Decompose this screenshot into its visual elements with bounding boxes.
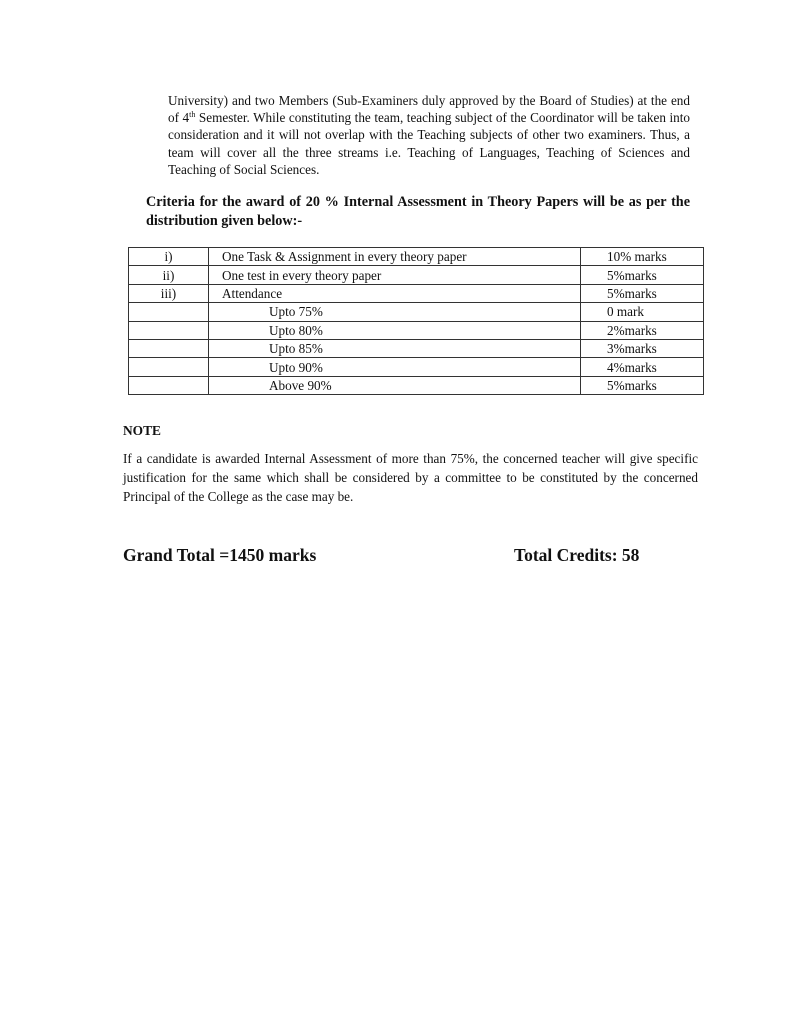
intro-superscript: th (189, 110, 196, 120)
note-text: If a candidate is awarded Internal Assessment of more than 75%, the concerned teacher will give specific justification for the same which shall be considered by a committee to be constituted by the concerned Principal of the College as the case may be. (123, 451, 698, 504)
grand-total: Grand Total =1450 marks (123, 545, 317, 565)
row-item: Upto 75% (209, 303, 581, 321)
table-row (129, 266, 704, 284)
row-item: Upto 80% (209, 321, 581, 339)
row-item: Upto 85% (209, 339, 581, 357)
criteria-heading: Criteria for the award of 20 % Internal Assessment in Theory Papers will be as per the distribution given below:- (146, 194, 690, 229)
intro-paragraph (168, 92, 690, 178)
row-item: Attendance (209, 284, 581, 302)
row-number: ii) (129, 266, 209, 284)
table-row (129, 339, 704, 357)
table-row (129, 358, 704, 376)
row-number: i) (129, 248, 209, 266)
row-marks: 3%marks (581, 339, 704, 357)
row-item: Above 90% (209, 376, 581, 394)
row-item: Upto 90% (209, 358, 581, 376)
note-heading: NOTE (123, 423, 161, 438)
table-row (129, 321, 704, 339)
row-marks: 5%marks (581, 284, 704, 302)
row-number (129, 339, 209, 357)
table-row (129, 376, 704, 394)
intro-text-part1: University) and two Members (Sub-Examiners duly approved by the Board of Studies) at the end of 4 (168, 93, 690, 126)
row-number: iii) (129, 284, 209, 302)
row-marks: 10% marks (581, 248, 704, 266)
row-item: One Task & Assignment in every theory paper (209, 248, 581, 266)
assessment-distribution-table (128, 247, 704, 395)
row-number (129, 321, 209, 339)
row-marks: 0 mark (581, 303, 704, 321)
row-number (129, 303, 209, 321)
row-marks: 4%marks (581, 358, 704, 376)
intro-text-part2: Semester. While constituting the team, teaching subject of the Coordinator will be taken into consideration and it will not overlap with the Teaching subjects of other two examiners. Thus, a team will cover all the three streams i.e. Teaching of Languages, Teaching of Sciences and Teaching of Social Sciences. (168, 110, 690, 177)
total-credits: Total Credits: 58 (514, 545, 640, 565)
row-number (129, 358, 209, 376)
row-marks: 5%marks (581, 266, 704, 284)
row-number (129, 376, 209, 394)
row-item: One test in every theory paper (209, 266, 581, 284)
table-row (129, 303, 704, 321)
row-marks: 2%marks (581, 321, 704, 339)
table-row (129, 284, 704, 302)
row-marks: 5%marks (581, 376, 704, 394)
table-row (129, 248, 704, 266)
